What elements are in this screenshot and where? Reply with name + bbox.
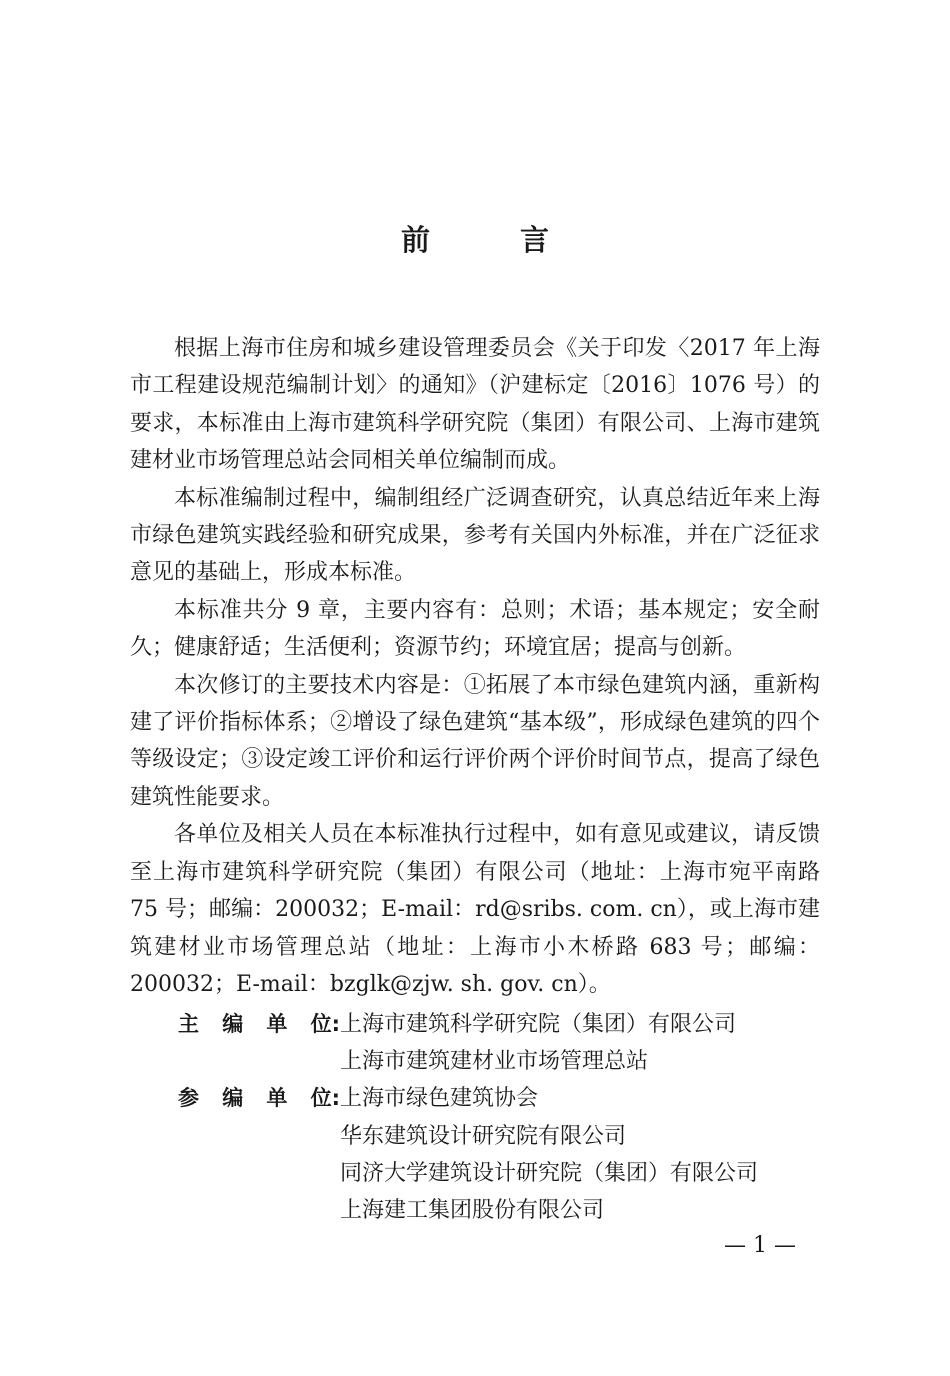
paragraph-feedback: 各单位及相关人员在本标准执行过程中，如有意见或建议，请反馈至上海市建筑科学研究院（集团）有限公司（地址：上海市宛平南路 75 号；邮编：200032；E-mail：rd@sribs. com. cn），或上海市建筑建材业市场管理总站（地址：上海市小木桥路 683 号；邮编：200032；E-mail：bzglk@zjw. sh. gov. cn）。 [130, 822, 827, 997]
organization-name: 上海市建筑建材业市场管理总站 [340, 1049, 649, 1075]
paragraph-background: 根据上海市住房和城乡建设管理委员会《关于印发〈2017 年上海市工程建设规范编制计划〉的通知》（沪建标定〔2016〕1076 号）的要求，本标准由上海市建筑科学研究院（集团）有限公司、上海市建筑建材业市场管理总站会同相关单位编制而成。 [130, 336, 820, 474]
paragraph-chapters: 本标准共分 9 章，主要内容有：总则；术语；基本规定；安全耐久；健康舒适；生活便利；资源节约；环境宜居；提高与创新。 [130, 597, 820, 661]
unit-row [178, 1080, 818, 1117]
label-char: 编 [222, 1012, 244, 1036]
paragraph-revisions: 本次修订的主要技术内容是：①拓展了本市绿色建筑内涵，重新构建了评价指标体系；②增设了绿色建筑“基本级”，形成绿色建筑的四个等级设定；③设定竣工评价和运行评价两个评价时间节点，提高了绿色建筑性能要求。 [130, 672, 820, 810]
label-char: 参 [178, 1086, 199, 1111]
page-number: — 1 — [724, 1233, 796, 1258]
page-title: 前 言 [400, 223, 590, 257]
preface-body [130, 330, 827, 1003]
organization-name: 上海建工集团股份有限公司 [340, 1198, 605, 1224]
label-char: 单 [266, 1012, 288, 1036]
label-char: 编 [222, 1086, 244, 1111]
chief-editor-label [178, 1006, 340, 1043]
organization-name: 同济大学建筑设计研究院（集团）有限公司 [340, 1160, 759, 1186]
organization-name: 上海市建筑科学研究院（集团）有限公司 [340, 1012, 737, 1037]
unit-row [178, 1043, 818, 1080]
participating-label [178, 1080, 340, 1117]
unit-row [178, 1118, 818, 1155]
label-char: 单 [266, 1086, 288, 1111]
participating-units [178, 1080, 818, 1229]
unit-row [178, 1006, 818, 1043]
unit-row [178, 1192, 818, 1229]
drafting-units [178, 1006, 818, 1229]
label-char: 位: [310, 1086, 340, 1111]
organization-name: 上海市绿色建筑协会 [340, 1086, 539, 1112]
organization-name: 华东建筑设计研究院有限公司 [340, 1123, 627, 1149]
unit-row [178, 1155, 818, 1192]
chief-editor-units [178, 1006, 818, 1080]
label-char: 主 [178, 1012, 199, 1036]
label-char: 位: [310, 1012, 340, 1036]
paragraph-process: 本标准编制过程中，编制组经广泛调查研究，认真总结近年来上海市绿色建筑实践经验和研究成果，参考有关国内外标准，并在广泛征求意见的基础上，形成本标准。 [130, 485, 820, 586]
